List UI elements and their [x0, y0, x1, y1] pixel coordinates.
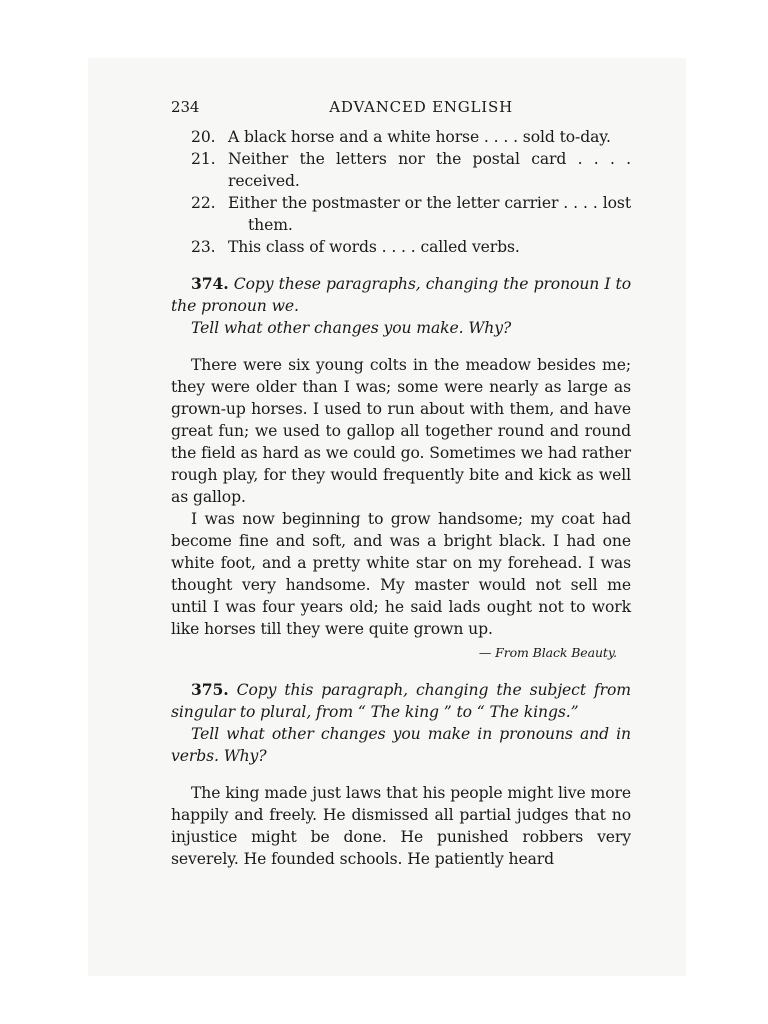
list-item [191, 126, 631, 148]
passage-paragraph: The king made just laws that his people might live more happily and freely. He dismissed all partial judges that no injustice might be done. He punished robbers very severely. He founded schools. He patiently heard [171, 784, 631, 868]
item-text: Neither the letters nor the postal card . . . . received. [228, 150, 631, 190]
attribution-source: From Black Beauty. [495, 645, 617, 660]
exercise-number: 374. [191, 274, 229, 293]
exercise-instruction: Copy these paragraphs, changing the pronoun I to the pronoun we. [171, 275, 631, 315]
running-head: ADVANCED ENGLISH [329, 98, 513, 116]
exercise-number: 375. [191, 680, 229, 699]
passage-paragraph: I was now beginning to grow handsome; my coat had become fine and soft, and was a bright black. I had one white foot, and a pretty white star on my forehead. I was thought very handsome. My master would not sell me until I was four years old; he said lads ought not to work like horses till they were quite grown up. [171, 510, 631, 638]
exercise-subinstruction: Tell what other changes you make. Why? [191, 319, 512, 337]
item-text: This class of words . . . . called verbs. [228, 238, 520, 256]
numbered-sentences [191, 126, 631, 258]
item-text: A black horse and a white horse . . . . sold to-day. [228, 128, 611, 146]
exercise-375 [171, 679, 631, 767]
attribution [171, 642, 631, 664]
attribution-dash: — [478, 645, 492, 660]
exercise-instruction: Copy this paragraph, changing the subject from singular to plural, from “ The king ” to “ The kings.” [171, 681, 631, 721]
page-number: 234 [171, 98, 200, 116]
item-text: Either the postmaster or the letter carrier . . . . lost [228, 194, 631, 212]
exercise-subinstruction: Tell what other changes you make in pronouns and in verbs. Why? [171, 725, 631, 765]
passage-paragraph: There were six young colts in the meadow besides me; they were older than I was; some were nearly as large as grown-up horses. I used to run about with them, and have great fun; we used to gallop all together round and round the field as hard as we could go. Sometimes we had rather rough play, for they would frequently bite and kick as well as gallop. [171, 356, 631, 506]
item-number: 22. [191, 194, 216, 212]
list-item [191, 192, 631, 214]
item-continuation: them. [248, 216, 293, 234]
page-header [171, 96, 631, 118]
page-text [171, 96, 631, 870]
item-number: 21. [191, 150, 216, 168]
list-item [191, 236, 631, 258]
exercise-374 [171, 273, 631, 339]
item-number: 23. [191, 238, 216, 256]
list-item [191, 148, 631, 192]
item-number: 20. [191, 128, 216, 146]
